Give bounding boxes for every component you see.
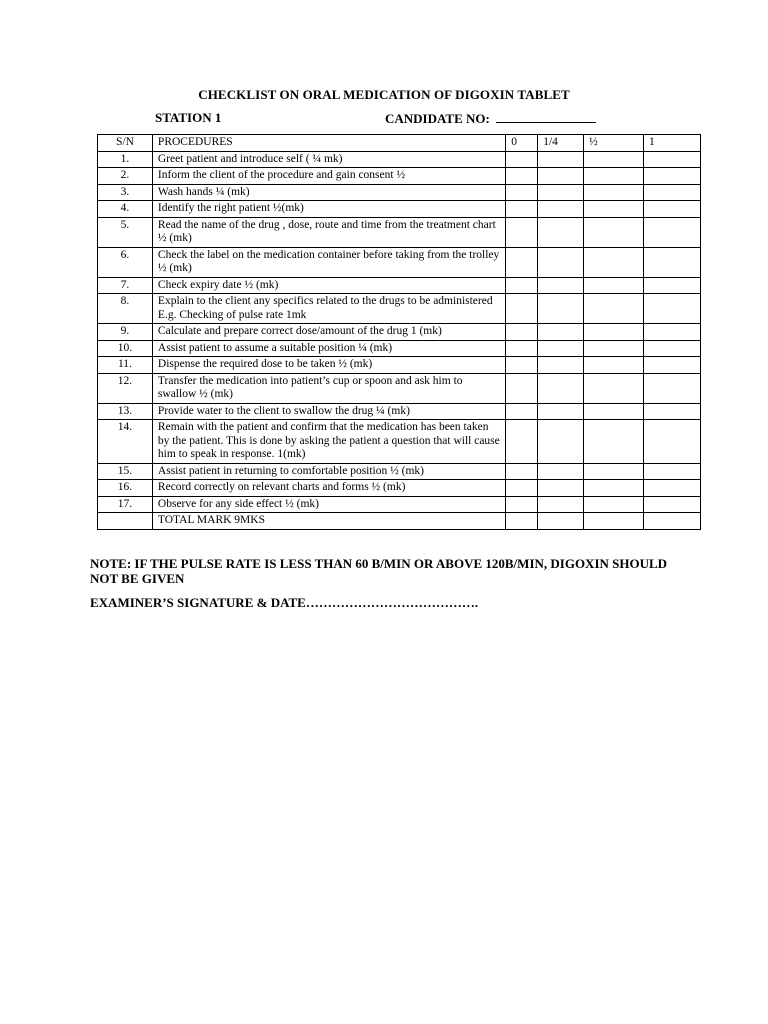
score-cell[interactable] xyxy=(584,247,644,277)
row-sn: 2. xyxy=(98,168,153,185)
score-cell[interactable] xyxy=(506,340,538,357)
row-procedure: Wash hands ¼ (mk) xyxy=(152,184,505,201)
score-cell[interactable] xyxy=(584,357,644,374)
score-cell xyxy=(506,513,538,530)
table-row xyxy=(98,184,701,201)
table-row xyxy=(98,324,701,341)
row-procedure: Greet patient and introduce self ( ¼ mk) xyxy=(152,151,505,168)
checklist-table xyxy=(97,134,701,530)
table-row xyxy=(98,373,701,403)
score-cell[interactable] xyxy=(506,324,538,341)
score-cell[interactable] xyxy=(644,340,701,357)
score-cell[interactable] xyxy=(644,324,701,341)
row-sn: 7. xyxy=(98,277,153,294)
row-sn: 17. xyxy=(98,496,153,513)
row-procedure: Assist patient to assume a suitable position ¼ (mk) xyxy=(152,340,505,357)
row-sn: 3. xyxy=(98,184,153,201)
header-sn: S/N xyxy=(98,135,153,152)
candidate-blank-line xyxy=(496,110,596,123)
score-cell[interactable] xyxy=(584,340,644,357)
score-cell[interactable] xyxy=(506,277,538,294)
row-procedure: Record correctly on relevant charts and forms ½ (mk) xyxy=(152,480,505,497)
score-cell[interactable] xyxy=(506,357,538,374)
row-procedure: Inform the client of the procedure and gain consent ½ xyxy=(152,168,505,185)
header-score-1: 1 xyxy=(644,135,701,152)
table-row xyxy=(98,294,701,324)
score-cell[interactable] xyxy=(584,463,644,480)
table-row xyxy=(98,480,701,497)
row-procedure: Assist patient in returning to comfortable position ½ (mk) xyxy=(152,463,505,480)
table-row xyxy=(98,357,701,374)
table-row xyxy=(98,277,701,294)
score-cell[interactable] xyxy=(538,373,584,403)
row-procedure: Check the label on the medication container before taking from the trolley ½ (mk) xyxy=(152,247,505,277)
score-cell[interactable] xyxy=(538,217,584,247)
score-cell[interactable] xyxy=(506,217,538,247)
score-cell[interactable] xyxy=(644,217,701,247)
score-cell[interactable] xyxy=(538,168,584,185)
table-row xyxy=(98,496,701,513)
header-score-half: ½ xyxy=(584,135,644,152)
score-cell[interactable] xyxy=(584,217,644,247)
score-cell[interactable] xyxy=(584,184,644,201)
score-cell xyxy=(584,513,644,530)
score-cell[interactable] xyxy=(506,480,538,497)
table-row xyxy=(98,217,701,247)
examiner-signature-line: EXAMINER’S SIGNATURE & DATE…………………………………. xyxy=(90,595,479,610)
table-row xyxy=(98,420,701,464)
score-cell[interactable] xyxy=(644,480,701,497)
row-procedure: Observe for any side effect ½ (mk) xyxy=(152,496,505,513)
station-label: STATION 1 xyxy=(155,110,222,125)
total-sn-cell xyxy=(98,513,153,530)
score-cell[interactable] xyxy=(644,168,701,185)
score-cell[interactable] xyxy=(538,277,584,294)
score-cell[interactable] xyxy=(584,168,644,185)
table-row xyxy=(98,403,701,420)
row-procedure: Explain to the client any specifics related to the drugs to be administered E.g. Checking of pulse rate 1mk xyxy=(152,294,505,324)
table-row xyxy=(98,247,701,277)
score-cell[interactable] xyxy=(584,201,644,218)
score-cell[interactable] xyxy=(538,324,584,341)
pulse-rate-note: NOTE: IF THE PULSE RATE IS LESS THAN 60 B/MIN OR ABOVE 120B/MIN, DIGOXIN SHOULD NOT BE GIVEN xyxy=(90,556,668,586)
score-cell[interactable] xyxy=(538,184,584,201)
table-row xyxy=(98,463,701,480)
table-row xyxy=(98,340,701,357)
score-cell[interactable] xyxy=(506,294,538,324)
score-cell[interactable] xyxy=(584,480,644,497)
score-cell xyxy=(644,513,701,530)
score-cell[interactable] xyxy=(538,357,584,374)
score-cell[interactable] xyxy=(584,324,644,341)
row-procedure: Transfer the medication into patient’s cup or spoon and ask him to swallow ½ (mk) xyxy=(152,373,505,403)
table-row xyxy=(98,201,701,218)
row-sn: 16. xyxy=(98,480,153,497)
row-sn: 9. xyxy=(98,324,153,341)
score-cell[interactable] xyxy=(644,373,701,403)
row-sn: 5. xyxy=(98,217,153,247)
score-cell[interactable] xyxy=(644,496,701,513)
score-cell[interactable] xyxy=(644,463,701,480)
score-cell[interactable] xyxy=(506,420,538,464)
score-cell[interactable] xyxy=(644,277,701,294)
row-sn: 6. xyxy=(98,247,153,277)
score-cell[interactable] xyxy=(584,373,644,403)
score-cell[interactable] xyxy=(644,184,701,201)
score-cell[interactable] xyxy=(538,480,584,497)
score-cell[interactable] xyxy=(538,420,584,464)
candidate-label: CANDIDATE NO: xyxy=(385,111,490,126)
score-cell[interactable] xyxy=(584,277,644,294)
score-cell[interactable] xyxy=(584,496,644,513)
row-procedure: Remain with the patient and confirm that the medication has been taken by the patient. This is done by asking the patient a question that will cause him to speak in response. 1(mk) xyxy=(152,420,505,464)
score-cell[interactable] xyxy=(506,247,538,277)
score-cell[interactable] xyxy=(584,294,644,324)
table-header-row xyxy=(98,135,701,152)
header-procedures: PROCEDURES xyxy=(152,135,505,152)
score-cell[interactable] xyxy=(538,403,584,420)
score-cell[interactable] xyxy=(538,496,584,513)
score-cell[interactable] xyxy=(584,151,644,168)
row-procedure: Provide water to the client to swallow the drug ¼ (mk) xyxy=(152,403,505,420)
row-sn: 12. xyxy=(98,373,153,403)
total-row xyxy=(98,513,701,530)
row-sn: 15. xyxy=(98,463,153,480)
score-cell[interactable] xyxy=(644,357,701,374)
document-title: CHECKLIST ON ORAL MEDICATION OF DIGOXIN TABLET xyxy=(198,87,570,102)
row-sn: 1. xyxy=(98,151,153,168)
row-procedure: Read the name of the drug , dose, route and time from the treatment chart ½ (mk) xyxy=(152,217,505,247)
score-cell[interactable] xyxy=(506,373,538,403)
score-cell[interactable] xyxy=(506,201,538,218)
score-cell[interactable] xyxy=(506,184,538,201)
total-mark: TOTAL MARK 9MKS xyxy=(152,513,505,530)
score-cell[interactable] xyxy=(538,463,584,480)
score-cell[interactable] xyxy=(538,201,584,218)
score-cell[interactable] xyxy=(506,496,538,513)
row-procedure: Dispense the required dose to be taken ½ (mk) xyxy=(152,357,505,374)
score-cell[interactable] xyxy=(538,151,584,168)
score-cell[interactable] xyxy=(538,340,584,357)
row-sn: 14. xyxy=(98,420,153,464)
score-cell[interactable] xyxy=(644,420,701,464)
row-sn: 10. xyxy=(98,340,153,357)
row-procedure: Identify the right patient ½(mk) xyxy=(152,201,505,218)
table-row xyxy=(98,151,701,168)
score-cell[interactable] xyxy=(644,403,701,420)
row-sn: 8. xyxy=(98,294,153,324)
score-cell[interactable] xyxy=(584,403,644,420)
row-procedure: Calculate and prepare correct dose/amount of the drug 1 (mk) xyxy=(152,324,505,341)
score-cell[interactable] xyxy=(506,151,538,168)
score-cell[interactable] xyxy=(538,247,584,277)
header-score-quarter: 1/4 xyxy=(538,135,584,152)
score-cell[interactable] xyxy=(584,420,644,464)
table-row xyxy=(98,168,701,185)
score-cell[interactable] xyxy=(644,201,701,218)
row-sn: 4. xyxy=(98,201,153,218)
score-cell[interactable] xyxy=(506,168,538,185)
row-sn: 13. xyxy=(98,403,153,420)
score-cell[interactable] xyxy=(644,151,701,168)
score-cell[interactable] xyxy=(644,247,701,277)
score-cell[interactable] xyxy=(506,463,538,480)
row-sn: 11. xyxy=(98,357,153,374)
row-procedure: Check expiry date ½ (mk) xyxy=(152,277,505,294)
score-cell[interactable] xyxy=(644,294,701,324)
score-cell xyxy=(538,513,584,530)
score-cell[interactable] xyxy=(538,294,584,324)
candidate-number xyxy=(385,110,596,127)
score-cell[interactable] xyxy=(506,403,538,420)
header-score-0: 0 xyxy=(506,135,538,152)
